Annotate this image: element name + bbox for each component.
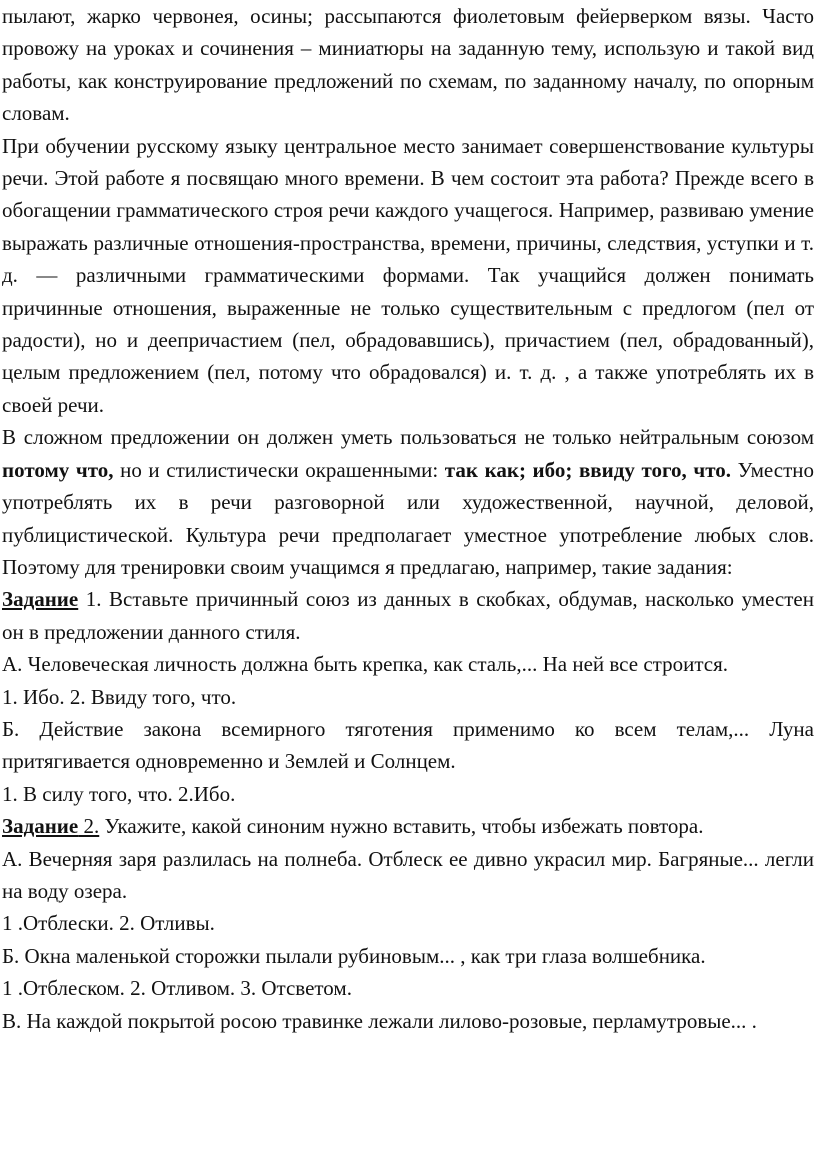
- text-segment: Уместно употреблять их в речи разговорной или художественной, научной, деловой, публицистической. Культура речи предполагает уместное употребление любых слов. Поэтому для тренировки своим учащимся я предлагаю, например, такие задания:: [2, 457, 814, 579]
- text-segment: но и стилистически окрашенными:: [113, 457, 445, 482]
- task-1-item-a: А. Человеческая личность должна быть крепка, как сталь,... На ней все строится.: [2, 652, 728, 677]
- task-instruction: 1. Вставьте причинный союз из данных в скобках, обдумав, насколько уместен он в предложении данного стиля.: [2, 587, 814, 644]
- task-number: 2.: [78, 814, 100, 839]
- task-label: Задание: [2, 814, 79, 839]
- text-segment: В сложном предложении он должен уметь пользоваться не только нейтральным союзом: [2, 425, 814, 450]
- paragraph-speech-culture: При обучении русскому языку центральное место занимает совершенствование культуры речи. Этой работе я посвящаю много времени. В чем состоит эта работа? Прежде всего в обогащении грамматического строя речи каждого учащегося. Например, развиваю умение выражать различные отношения-пространства, времени, причины, следствия, уступки и т. д. — различными грамматическими формами. Так учащийся должен понимать причинные отношения, выраженные не только существительным с предлогом (пел от радости), но и деепричастием (пел, обрадовавшись), причастием (пел, обрадованный), целым предложением (пел, потому что обрадовался) и. т. д. , а также употреблять их в своей речи.: [2, 133, 814, 417]
- task-instruction: Укажите, какой синоним нужно вставить, чтобы избежать повтора.: [99, 814, 704, 839]
- task-label: Задание: [2, 587, 79, 612]
- bold-conjunction: потому что,: [2, 457, 114, 482]
- paragraph-intro: пылают, жарко червонея, осины; рассыпаются фиолетовым фейерверком вязы. Часто провожу на уроках и сочинения – миниатюры на заданную тему, использую и такой вид работы, как конструирование предложений по схемам, по заданному началу, по опорным словам.: [2, 4, 814, 126]
- task-2-heading: [2, 810, 814, 842]
- bold-conjunctions: так как; ибо; ввиду того, что.: [444, 457, 731, 482]
- task-1-item-b: Б. Действие закона всемирного тяготения применимо ко всем телам,... Луна притягивается одновременно и Землей и Солнцем.: [2, 716, 814, 774]
- task-1-item-a-options: 1. Ибо. 2. Ввиду того, что.: [2, 684, 237, 709]
- paragraph-complex-sentence: [2, 421, 814, 583]
- task-2-item-a-options: 1 .Отблески. 2. Отливы.: [2, 911, 215, 936]
- task-2-item-c: В. На каждой покрытой росою травинке лежали лилово-розовые, перламутровые... .: [2, 1008, 757, 1033]
- task-2-item-b: Б. Окна маленькой сторожки пылали рубиновым... , как три глаза волшебника.: [2, 943, 706, 968]
- task-1-heading: [2, 583, 814, 648]
- task-2-item-b-options: 1 .Отблеском. 2. Отливом. 3. Отсветом.: [2, 976, 352, 1001]
- task-2-item-a: А. Вечерняя заря разлилась на полнеба. Отблеск ее дивно украсил мир. Багряные... легли на воду озера.: [2, 846, 814, 903]
- task-1-item-b-options: 1. В силу того, что. 2.Ибо.: [2, 781, 236, 806]
